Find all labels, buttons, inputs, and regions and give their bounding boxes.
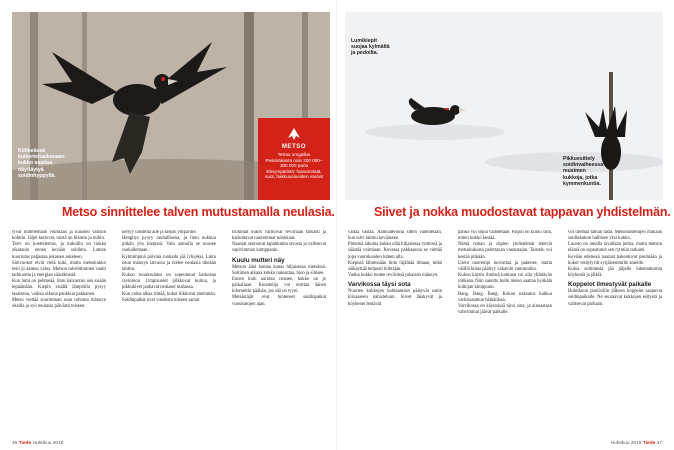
magazine-brand: Tiede: [642, 441, 656, 446]
paragraph: Talvi on koettelemus, ja kukoilla on tiukka aikataulu ennen kevään soidinta. Lumen kuorrutus paljastaa jokaisen askeleen.: [12, 242, 106, 260]
paragraph: Naaraat seuraavat tapahtumia sivusta ja valitsevat sopivimman kumppanin.: [232, 242, 326, 254]
paragraph: Sinivuokot eivät vielä kuki, mutta metsokukko etsii jo aamun valoa. Metson talvehtiminen vaatii tarkkuutta ja energian säästämistä.: [12, 260, 106, 279]
paragraph: Isommat kukot vartioivat reviiriään tarkasti ja karkottavat nuoremmat tulokkaat.: [232, 230, 326, 242]
paragraph: Ennen kuin aurinko nousee, kukko on jo paikallaan. Kuuntelija voi erottaa äänen kilometrin päähän, jos sää on tyyni.: [232, 276, 326, 295]
text-column-2: [122, 230, 216, 435]
paragraph: Kukon käytös ihmistä kohtaan voi olla yllättävän rohkeaa. Niin sanottu hullu metso saattaa hyökätä kulkijan kimppuun.: [458, 273, 552, 291]
paragraph: Nämä nokan ja siipien yhdistelmät tekevät metsokukosta pelottavan vastustajan. Taistelu voi kestää pitkään.: [458, 242, 552, 260]
page-number: 47: [656, 441, 662, 446]
paragraph: Metson ääni kantaa kauas hiljaisessa metsässä. Soitimen aikana kukko naksuttaa, hioo ja sihisee.: [232, 264, 326, 276]
paragraph: Kukon ruoansulatus on sopeutunut karkeaan ravintoon. Umpisuolet pilkkovat kuitua, ja pikkukivet jauhavat neulaset mahassa.: [122, 273, 216, 291]
snow-scene-illustration: [345, 12, 663, 200]
paragraph: Metso viettää suurimman osan talvesta männyn oksilla ja syö neulasia päivästä toiseen.: [12, 297, 106, 309]
text-column-6: [568, 230, 662, 435]
photo-capercaillie-snow: [345, 12, 663, 200]
paragraph: Huhtikuun puolivälin jälkeen koppelot saapuvat soidinpaikalle. Ne seuraavat kukkojen esitystä ja valitsevat parhaan.: [568, 289, 662, 307]
paragraph: Luonto on omalla tavallaan julma, mutta metson elämä on sopeutunut sen rytmiin tarkasti.: [568, 242, 662, 254]
text-column-1: [12, 230, 106, 435]
paragraph: valtaa vastaa. Aamuaterioita sitten vadelletaan, kun talvi taittuu kevääseen.: [348, 230, 442, 242]
paragraph: tyvät mittelemään voimiaan ja kuusten välisiin kohtiin. Jäljet kertovat, mistä on liikuttu ja mihin.: [12, 230, 106, 242]
paragraph: Bang. Bang. Bang. Kukon naksutus kaikuu varhaisaamun hämärässä.: [458, 291, 552, 303]
left-photo-caption: Kiihkeässä kuikerteluaikanaan kukko saattaa näyttäytyä soidinhyppyllä.: [18, 148, 65, 179]
right-page-headline: Siivet ja nokka muodostavat tappavan yhdistelmän.: [374, 205, 671, 219]
page-gutter: [336, 0, 338, 450]
left-page-footer: [12, 441, 63, 446]
paragraph: Kun valoa alkaa riittää, kukot liikkuvat enemmän. Soidinpaikat ovat vuodesta toiseen samat.: [122, 291, 216, 303]
paragraph: Usein nuorempi luovuttaa ja pakenee, mutta välillä kiista päättyy vakaviin vammoihin.: [458, 260, 552, 272]
species-info-badge: [258, 118, 330, 200]
paragraph: Kevään edetessä naaraat hakeutuvat pesimään ja kukot vetäytyvät syrjäisemmille alueille.: [568, 254, 662, 266]
issue-date: Huhtikuu 2018: [610, 441, 642, 446]
paragraph: Vanha kukko tuntee reviirinsä jokaisen männyn.: [348, 273, 439, 279]
paragraph: kertyy ulosteita alle ja kiepin ympärille.: [122, 230, 197, 235]
badge-title: METSO: [281, 144, 307, 150]
paragraph: Metsästäjät ovat tunteneet soidinpaikat vuosisatojen ajan.: [232, 295, 326, 307]
paragraph: Varvikossa on käynnissä täysi sota, ja ainoastaan vahvimmat jäävät paikalle.: [458, 303, 552, 316]
text-column-4: [348, 230, 442, 435]
text-column-5: [458, 230, 552, 435]
left-page-headline: Metso sinnittelee talven mutustamalla neulasia.: [62, 205, 335, 219]
subheading: Kuulu mutteri näy: [232, 256, 285, 264]
magazine-brand: Tiede: [18, 441, 32, 446]
text-column-3: [232, 230, 326, 435]
paragraph: voi tilemää tämän tästä. Metsotaistelujen mukaan soidinkukon hallitsee yksi kukko.: [568, 230, 662, 242]
subheading: Koppelot ilmestyvät paikalle: [568, 281, 652, 289]
paragraph: Kun lumi on pehmeää, lintu kaivautuu sen sisään lepäämään. Kiepin sisällä lämpötila pysyy tasaisena, vaikka ulkona paukkuu pakkanen.: [12, 279, 106, 297]
paragraph: Hengitys pysyy rauhallisena, ja lintu nukkuu pitkän yön kiepissä. Vain aamulla se nousee ruokailemaan.: [122, 236, 216, 254]
paragraph: Nuorten kukkojen kohtaamiset päätyvät usein kiivaaseen nahisteluun. Siivet läiskyvät ja höyhenet lentävät.: [348, 289, 442, 307]
subheading: Varvikossa täysi sota: [348, 281, 411, 289]
paragraph: Kylmimpinä päivinä ruokailu jää lyhyeksi. Lintu istuu männyn latvassa ja nielee neulasia tiheään tahtiin.: [122, 254, 216, 272]
right-photo-caption-bottom: Pikkuesittely soidinvaiheessa musimen kukkoja, jotka kymmenkuntia.: [563, 156, 604, 187]
paragraph: pahko voi sopia vaihdetaan. Paljon on kiinni siitä, miten kukko kestää.: [458, 230, 552, 242]
paragraph: Pimeinä aikoina kukko elää hiljaisessa rytmissä ja säästää voimiaan. Kovassa pakkasessa se viettää jopa vuorokauden lumen alla.: [348, 242, 442, 260]
capercaillie-icon: [284, 124, 304, 144]
paragraph: Kuloa soitimesta jää jäljelle lukemattomia höyheniä ja jälkiä.: [568, 266, 662, 279]
issue-date: Huhtikuu 2018: [32, 441, 64, 446]
right-photo-caption-top: Lumikiepit suojaa kylmältä ja pedoilta.: [351, 38, 390, 57]
badge-text: Tetrao urogallus Pesimäkanta noin 200 000–300 000 paria Elinympäristö: havumetsät, suot, hakkuualueiden reunat: [265, 152, 323, 180]
paragraph: Kiepistä lähtiessään lintu räjähtää ilmaan, mikä säikäyttää helposti hiihtäjän.: [348, 260, 442, 272]
page-number: 46: [12, 441, 18, 446]
right-page-footer: [611, 441, 662, 446]
